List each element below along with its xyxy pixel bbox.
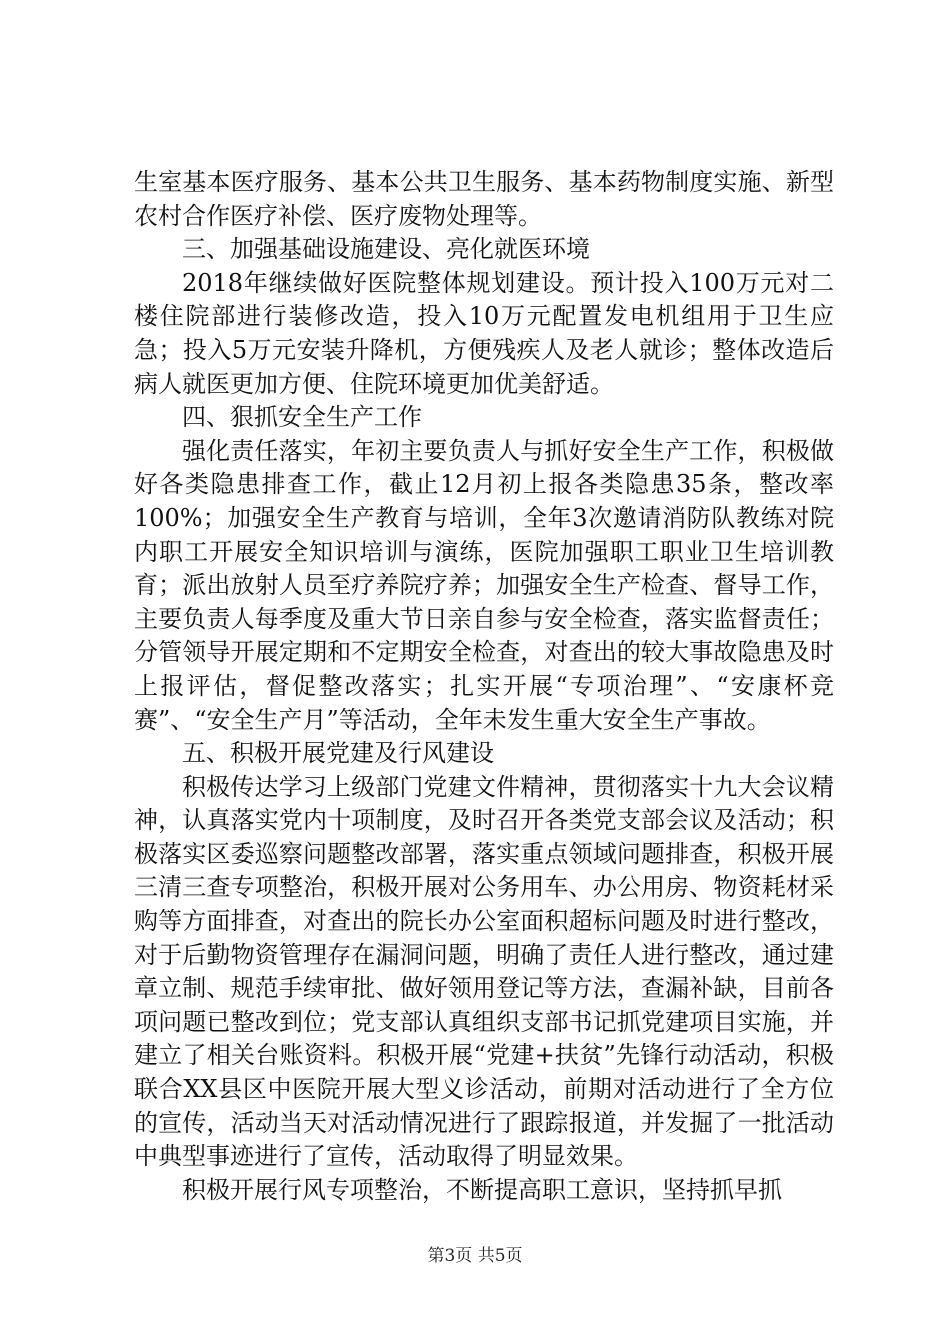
paragraph-5: 积极开展行风专项整治，不断提高职工意识，坚持抓早抓 [182,1175,782,1204]
document-body [134,166,834,1207]
section-heading-3: 三、加强基础设施建设、亮化就医环境 [182,235,590,264]
section-heading-5: 五、积极开展党建及行风建设 [182,739,494,768]
paragraph-2: 2018年继续做好医院整体规划建设。预计投入100万元对二楼住院部进行装修改造，投入10万元配置发电机组用于卫生应急；投入5万元安装升降机，方便残疾人及老人就诊；整体改造后病人就医更加方便、住院环境更加优美舒适。 [134,268,834,398]
section-heading-4: 四、狠抓安全生产工作 [182,403,422,432]
page-footer: 第3页 共5页 [427,1246,523,1266]
paragraph-4: 积极传达学习上级部门党建文件精神，贯彻落实十九大会议精神，认真落实党内十项制度，及时召开各类党支部会议及活动；积极落实区委巡察问题整改部署，落实重点领域问题排查，积极开展三清三查专项整治，积极开展对公务用车、办公用房、物资耗材采购等方面排查，对查出的院长办公室面积超标问题及时进行整改，对于后勤物资管理存在漏洞问题，明确了责任人进行整改，通过建章立制、规范手续审批、做好领用登记等方法，查漏补缺，目前各项问题已整改到位；党支部认真组织支部书记抓党建项目实施，并建立了相关台账资料。积极开展“党建+扶贫”先锋行动活动，积极联合XX县区中医院开展大型义诊活动，前期对活动进行了全方位的宣传，活动当天对活动情况进行了跟踪报道，并发掘了一批活动中典型事迹进行了宣传，活动取得了明显效果。 [134,772,834,1171]
paragraph-3: 强化责任落实，年初主要负责人与抓好安全生产工作，积极做好各类隐患排查工作，截止12月初上报各类隐患35条，整改率100%；加强安全生产教育与培训，全年3次邀请消防队教练对院内职工开展安全知识培训与演练，医院加强职工职业卫生培训教育；派出放射人员至疗养院疗养；加强安全生产检查、督导工作，主要负责人每季度及重大节日亲自参与安全检查，落实监督责任；分管领导开展定期和不定期安全检查，对查出的较大事故隐患及时上报评估，督促整改落实；扎实开展“专项治理”、“安康杯竞赛”、“安全生产月”等活动，全年未发生重大安全生产事故。 [134,436,834,734]
paragraph-1: 生室基本医疗服务、基本公共卫生服务、基本药物制度实施、新型农村合作医疗补偿、医疗废物处理等。 [134,168,834,230]
